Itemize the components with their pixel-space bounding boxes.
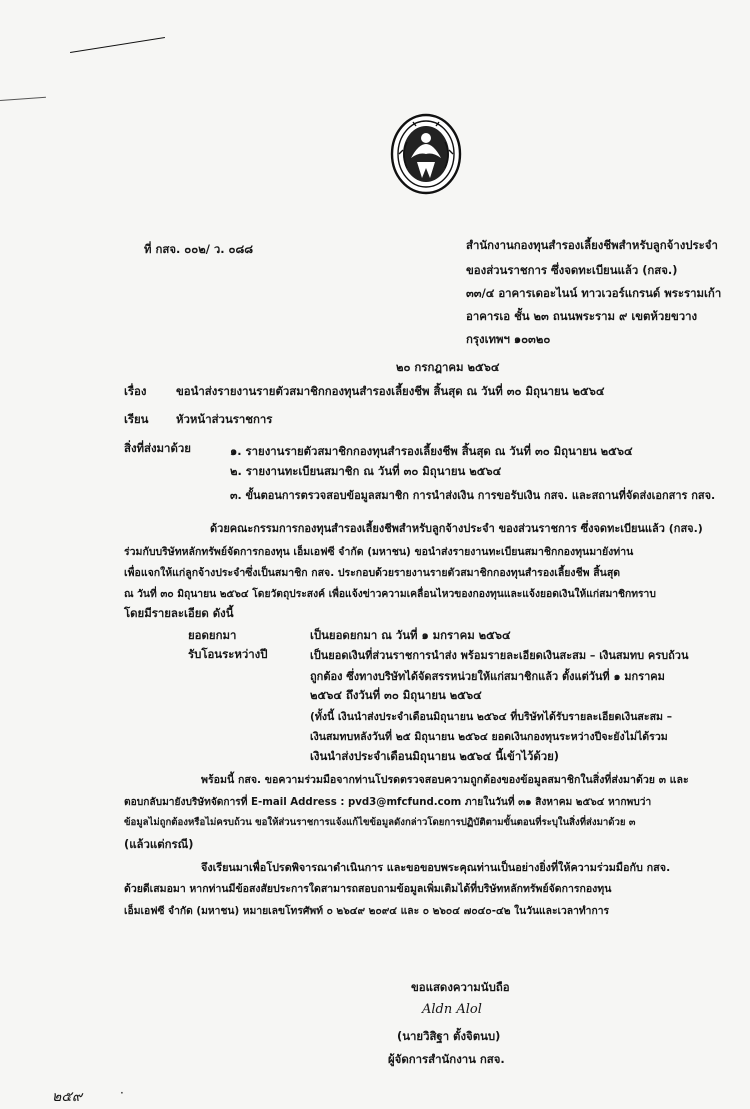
signer-name: (นายวิสิฐา ตั้งจิตนบ): [397, 1029, 501, 1043]
handwritten-note: ๒๕๙: [52, 1089, 83, 1105]
recipient-text: หัวหน้าส่วนราชการ: [176, 412, 273, 426]
signature: Aldn Alol: [422, 1002, 482, 1017]
sender-line: อาคารเอ ชั้น ๒๓ ถนนพระราม ๙ เขตห้วยขวาง: [466, 309, 698, 323]
body-paragraph-line: โดยมีรายละเอียด ดังนี้: [124, 606, 234, 620]
balance-text: เงินนำส่งประจำเดือนมิถุนายน ๒๕๖๔ นี้เข้าไว้ด้วย): [310, 749, 560, 763]
enclosure-item: ๓. ขั้นตอนการตรวจสอบข้อมูลสมาชิก การนำส่งเงิน การขอรับเงิน กสจ. และสถานที่จัดส่งเอกสาร กสจ.: [230, 489, 716, 502]
reference-number: ที่ กสจ. ๐๐๒/ ว. ๐๘๘: [144, 242, 254, 256]
sender-line: สำนักงานกองทุนสำรองเลี้ยงชีพสำหรับลูกจ้างประจำ: [466, 238, 718, 252]
signer-title: ผู้จัดการสำนักงาน กสจ.: [388, 1052, 505, 1066]
sender-line: ของส่วนราชการ ซึ่งจดทะเบียนแล้ว (กสจ.): [466, 263, 678, 277]
subject-text: ขอนำส่งรายงานรายตัวสมาชิกกองทุนสำรองเลี้ยงชีพ สิ้นสุด ณ วันที่ ๓๐ มิถุนายน ๒๕๖๔: [176, 384, 605, 398]
sender-line: กรุงเทพฯ ๑๐๓๒๐: [466, 332, 551, 346]
closing-phrase: ขอแสดงความนับถือ: [411, 980, 510, 994]
balance-label: รับโอนระหว่างปี: [188, 647, 268, 661]
balance-text: (ทั้งนี้ เงินนำส่งประจำเดือนมิถุนายน ๒๕๖๔ ที่บริษัทได้รับรายละเอียดเงินสะสม –: [310, 711, 673, 723]
body-paragraph-line: ด้วยคณะกรรมการกองทุนสำรองเลี้ยงชีพสำหรับลูกจ้างประจำ ของส่วนราชการ ซึ่งจดทะเบียนแล้ว (กสจ.): [210, 522, 703, 535]
recipient-label: เรียน: [124, 412, 149, 426]
enclosure-item: ๒. รายงานทะเบียนสมาชิก ณ วันที่ ๓๐ มิถุนายน ๒๕๖๔: [230, 464, 502, 478]
body-paragraph-line: ด้วยดีเสมอมา หากท่านมีข้อสงสัยประการใดสามารถสอบถามข้อมูลเพิ่มเติมได้ที่บริษัทหลักทรัพย์จัดการกองทุน: [124, 883, 612, 895]
body-paragraph-line: เอ็มเอฟซี จำกัด (มหาชน) หมายเลขโทรศัพท์ ๐ ๒๖๔๙ ๒๐๙๔ และ ๐ ๒๖๐๔ ๗๐๔๐-๔๒ ในวันและเวลาทำการ: [124, 905, 610, 917]
balance-text: ๒๕๖๔ ถึงวันที่ ๓๐ มิถุนายน ๒๕๖๔: [310, 688, 482, 702]
sender-line: ๓๓/๔ อาคารเดอะไนน์ ทาวเวอร์แกรนด์ พระรามเก้า: [466, 286, 722, 300]
body-paragraph-line: จึงเรียนมาเพื่อโปรดพิจารณาดำเนินการ และขอขอบพระคุณท่านเป็นอย่างยิ่งที่ให้ความร่วมมือกับ กสจ.: [201, 861, 671, 874]
balance-text: เงินสมทบหลังวันที่ ๒๕ มิถุนายน ๒๕๖๔ ยอดเงินกองทุนระหว่างปีจะยังไม่ได้รวม: [310, 731, 668, 743]
stray-marks: ·: [120, 1086, 124, 1100]
body-paragraph-line: ข้อมูลไม่ถูกต้องหรือไม่ครบถ้วน ขอให้ส่วนราชการแจ้งแก้ไขข้อมูลดังกล่าวโดยการปฏิบัติตามขั้นตอนที่ระบุในสิ่งที่ส่งมาด้วย ๓: [124, 817, 636, 828]
enclosure-item: ๑. รายงานรายตัวสมาชิกกองทุนสำรองเลี้ยงชีพ สิ้นสุด ณ วันที่ ๓๐ มิถุนายน ๒๕๖๔: [230, 444, 633, 458]
body-paragraph-line: ตอบกลับมายังบริษัทจัดการที่ E-mail Address : pvd3@mfcfund.com ภายในวันที่ ๓๑ สิงหาคม ๒๕๖๔ หากพบว่า: [124, 797, 652, 808]
balance-text: เป็นยอดยกมา ณ วันที่ ๑ มกราคม ๒๕๖๔: [310, 628, 511, 642]
balance-text: เป็นยอดเงินที่ส่วนราชการนำส่ง พร้อมรายละเอียดเงินสะสม – เงินสมทบ ครบถ้วน: [310, 649, 689, 662]
body-paragraph-line: ณ วันที่ ๓๐ มิถุนายน ๒๕๖๔ โดยวัตถุประสงค์ เพื่อแจ้งข่าวความเคลื่อนไหวของกองทุนและแจ้งยอดเงินให้แก่สมาชิกทราบ: [124, 588, 656, 600]
scan-edge-line: [0, 97, 46, 101]
subject-label: เรื่อง: [124, 384, 147, 398]
garuda-emblem-icon: [389, 112, 463, 196]
enclosure-label: สิ่งที่ส่งมาด้วย: [124, 441, 191, 455]
balance-text: ถูกต้อง ซึ่งทางบริษัทได้จัดสรรหน่วยให้แก่สมาชิกแล้ว ตั้งแต่วันที่ ๑ มกราคม: [310, 670, 665, 683]
body-paragraph-line: (แล้วแต่กรณี): [124, 837, 194, 851]
body-paragraph-line: พร้อมนี้ กสจ. ขอความร่วมมือจากท่านโปรดตรวจสอบความถูกต้องของข้อมูลสมาชิกในสิ่งที่ส่งมาด้วย ๓ และ: [201, 774, 689, 786]
scan-edge-line: [70, 37, 165, 53]
letter-date: ๒๐ กรกฎาคม ๒๕๖๔: [396, 360, 500, 374]
body-paragraph-line: ร่วมกับบริษัทหลักทรัพย์จัดการกองทุน เอ็มเอฟซี จำกัด (มหาชน) ขอนำส่งรายงานทะเบียนสมาชิกกองทุนมายังท่าน: [124, 546, 634, 558]
body-paragraph-line: เพื่อแจกให้แก่ลูกจ้างประจำซึ่งเป็นสมาชิก กสจ. ประกอบด้วยรายงานรายตัวสมาชิกกองทุนสำรองเลี้ยงชีพ สิ้นสุด: [124, 567, 621, 579]
balance-label: ยอดยกมา: [188, 628, 237, 642]
